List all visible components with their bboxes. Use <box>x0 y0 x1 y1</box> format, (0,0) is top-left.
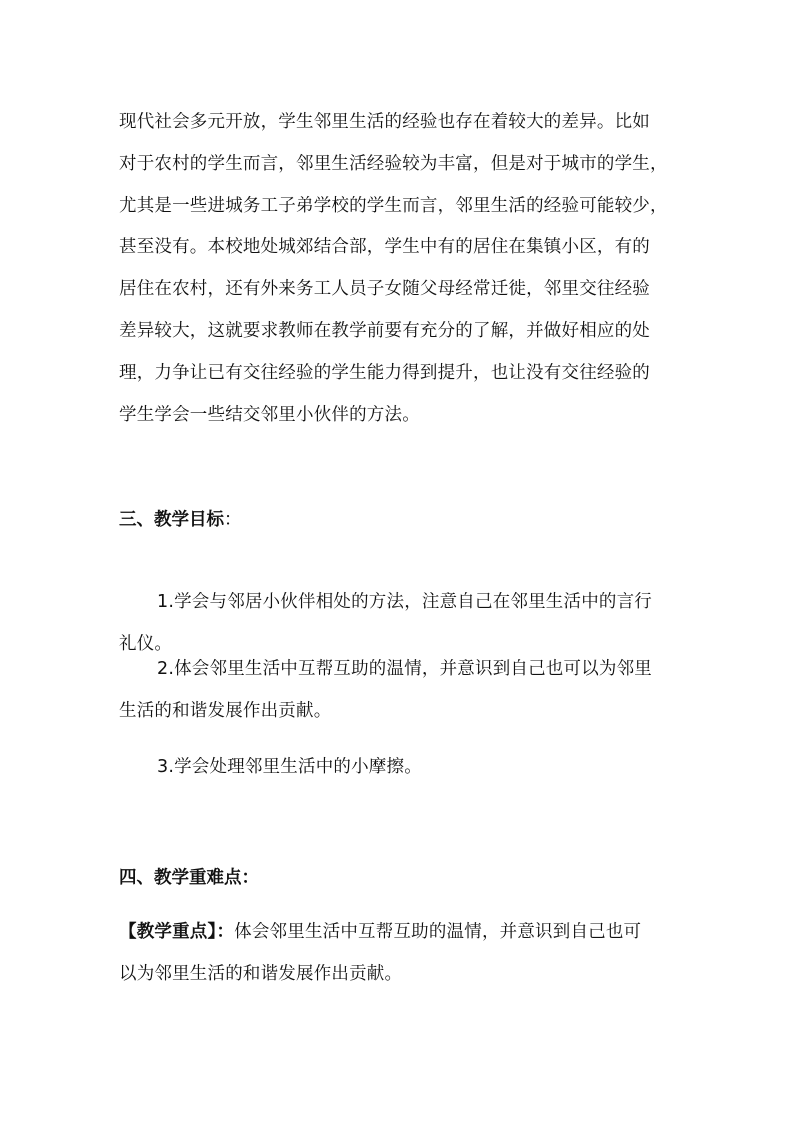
goal-line: 生活的和谐发展作出贡献。 <box>119 700 332 721</box>
section-heading-key-difficulties <box>119 862 259 894</box>
goal-line: 2.体会邻里生活中互帮互助的温情，并意识到自己也可以为邻里 <box>157 659 652 679</box>
section-heading-text: 四、教学重难点： <box>119 868 259 888</box>
intro-paragraph <box>119 102 704 436</box>
key-point-paragraph <box>119 912 704 996</box>
goal-line: 礼仪。 <box>119 633 173 654</box>
key-point-label: 【教学重点】： <box>119 922 235 942</box>
goal-item-2 <box>119 649 704 733</box>
goal-line: 3.学会处理邻里生活中的小摩擦。 <box>157 757 422 777</box>
key-point-text: 体会邻里生活中互帮互助的温情，并意识到自己也可 <box>234 922 642 942</box>
heading-colon: ： <box>224 510 242 530</box>
section-heading-teaching-goals <box>119 504 242 536</box>
paragraph-line: 理，力争让已有交往经验的学生能力得到提升，也让没有交往经验的 <box>119 362 650 383</box>
paragraph-line: 甚至没有。本校地处城郊结合部，学生中有的居住在集镇小区，有的 <box>119 237 650 258</box>
paragraph-line: 居住在农村，还有外来务工人员子女随父母经常迁徙，邻里交往经验 <box>119 279 650 300</box>
key-point-line: 以为邻里生活的和谐发展作出贡献。 <box>119 963 403 984</box>
paragraph-line: 差异较大，这就要求教师在教学前要有充分的了解，并做好相应的处 <box>119 320 650 341</box>
paragraph-line: 对于农村的学生而言，邻里生活经验较为丰富，但是对于城市的学生， <box>119 153 668 174</box>
paragraph-line: 现代社会多元开放，学生邻里生活的经验也存在着较大的差异。比如 <box>119 112 650 132</box>
goal-item-3 <box>119 747 704 789</box>
goal-line: 1.学会与邻居小伙伴相处的方法，注意自己在邻里生活中的言行 <box>157 592 652 612</box>
key-point-line <box>119 912 704 954</box>
section-heading-text: 三、教学目标 <box>119 510 224 530</box>
paragraph-line: 学生学会一些结交邻里小伙伴的方法。 <box>119 404 420 425</box>
paragraph-line: 尤其是一些进城务工子弟学校的学生而言，邻里生活的经验可能较少， <box>119 195 668 216</box>
